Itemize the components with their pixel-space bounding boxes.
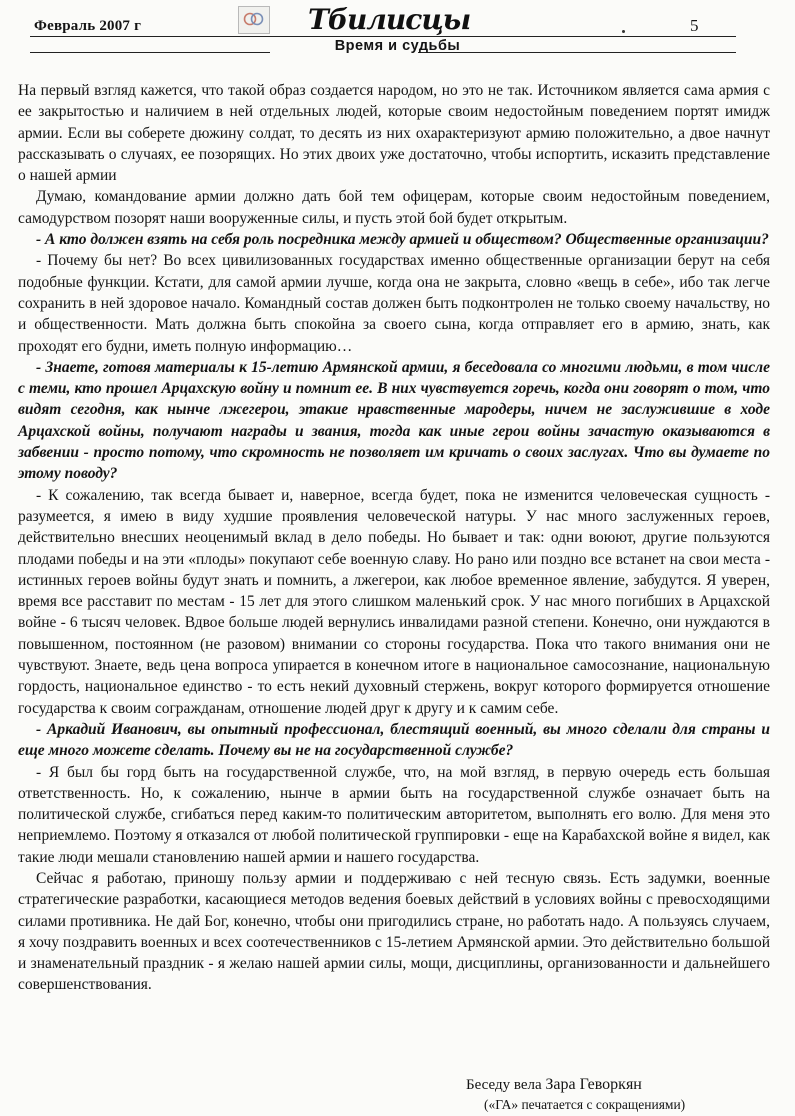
byline <box>466 1076 642 1094</box>
section-title: Время и судьбы <box>334 38 461 54</box>
interview-answer: - Почему бы нет? Во всех цивилизованных государствах именно общественные организации берут на себя подобные функции. Кстати, для самой армии лучше, когда она не закрыта, словно «вещь в себе», ибо так легче сохранить в ней здоровое начало. Командный состав должен быть подконтролен не только своему начальству, но и общественности. Мать должна быть спокойна за своего сына, когда отправляет его в армию, знать, как проходят его будни, иметь полную информацию… <box>18 252 770 355</box>
newspaper-masthead: Тбилисцы <box>308 3 471 36</box>
article-paragraph: Думаю, командование армии должно дать бой тем офицерам, которые своим недостойным поведением, самодурством позорят наши вооруженные силы, и пусть этой бой будет открытым. <box>18 188 770 227</box>
interview-question: - А кто должен взять на себя роль посредника между армией и обществом? Общественные организации? <box>36 231 769 249</box>
interview-answer: Сейчас я работаю, приношу пользу армии и поддерживаю с ней тесную связь. Есть задумки, военные стратегические разработки, касающиеся методов ведения боевых действий в условиях войны с превосходящими силами противника. Не дай Бог, конечно, чтобы они пригодились стране, но работать надо. А пользуясь случаем, я хочу поздравить военных и всех соотечественников с 15-летием Армянской армии. Это действительно большой и знаменательный праздник - я желаю нашей армии силы, мощи, дисциплины, организованности и дальнейшего совершенствования. <box>18 869 770 994</box>
interview-answer: - Я был бы горд быть на государственной службе, что, на мой взгляд, в первую очередь есть большая ответственность. Но, к сожалению, нынче в армии быть на государственной службе означает быть на политической службе, сгибаться перед каким-то политическим авторитетом, выполнять его волю. Для меня это неприемлемо. Поэтому я отказался от любой политической группировки - еще на Карабахской войне я видел, как такие люди мешали становлению нашей армии и нашего государства. <box>18 763 770 866</box>
editorial-note: («ГА» печатается с сокращениями) <box>484 1097 686 1112</box>
page-number: 5 <box>690 16 699 35</box>
emblem-logo-icon <box>238 6 270 34</box>
issue-date: Февраль 2007 г <box>34 18 142 34</box>
article-paragraph: На первый взгляд кажется, что такой образ создается народом, но это не так. Источником является сама армия с ее закрытостью и наличием в ней отдельных людей, которые своим недостойным поведением портят имидж армии. Если вы соберете дюжину солдат, то десять из них охарактеризуют армию положительно, а двое начнут рассказывать о случаях, ее позорящих. Но этих двоих уже достаточно, чтобы испортить, исказить представление о нашей армии <box>18 82 770 185</box>
interview-answer: - К сожалению, так всегда бывает и, наверное, всегда будет, пока не изменится человеческая сущность - разумеется, я имею в виду худшие проявления человеческой натуры. У нас много заслуженных героев, действительно внесших неоценимый вклад в дело победы. Но бывает и так: одни воюют, другие пользуются плодами победы и на эти «плоды» покупают себе военную славу. Но рано или поздно все встанет на свои места - истинных героев войны будут знать и помнить, а лжегерои, как любое временное явление, забудутся. Я уверен, время все расставит по местам - 15 лет для этого слишком маленький срок. У нас много погибших в Арцахской войне - 6 тысяч человек. Вдвое больше людей вернулись инвалидами разной степени. Конечно, они нуждаются в повышенном, постоянном (не разовом) внимании со стороны государства. Пока что такого внимания они не чувствуют. Знаете, ведь цена вопроса упирается в конечном итоге в национальное самосознание, национальную гордость, национальное единство - то есть некий духовный стержень, вокруг которого формируется отношение государства к своим согражданам, отношение людей друг к другу и к самим себе. <box>18 486 770 717</box>
header-rule <box>30 36 736 37</box>
page-header <box>0 0 795 60</box>
header-dot <box>622 30 625 33</box>
interview-question: - Аркадий Иванович, вы опытный профессионал, блестящий военный, вы много сделали для страны и еще много можете сделать. Почему вы не на государственной службе? <box>18 720 770 760</box>
article-body <box>18 80 770 996</box>
byline-prefix: Беседу вела <box>466 1077 542 1093</box>
interview-question: - Знаете, готовя материалы к 15-летию Армянской армии, я беседовала со многими людьми, в том числе с теми, кто прошел Арцахскую войну и помнит ее. В них чувствуется горечь, когда они говорят о том, что видят сегодня, как нынче лжегерои, этакие нравственные мародеры, ничем не заслужившие в ходе Арцахской войны, получают награды и звания, тогда как иные герои войны зачастую оказываются в забвении - просто потому, что скромность не позволяет им кричать о своих заслугах. Что вы думаете по этому поводу? <box>18 358 770 483</box>
byline-author: Зара Геворкян <box>545 1076 642 1093</box>
